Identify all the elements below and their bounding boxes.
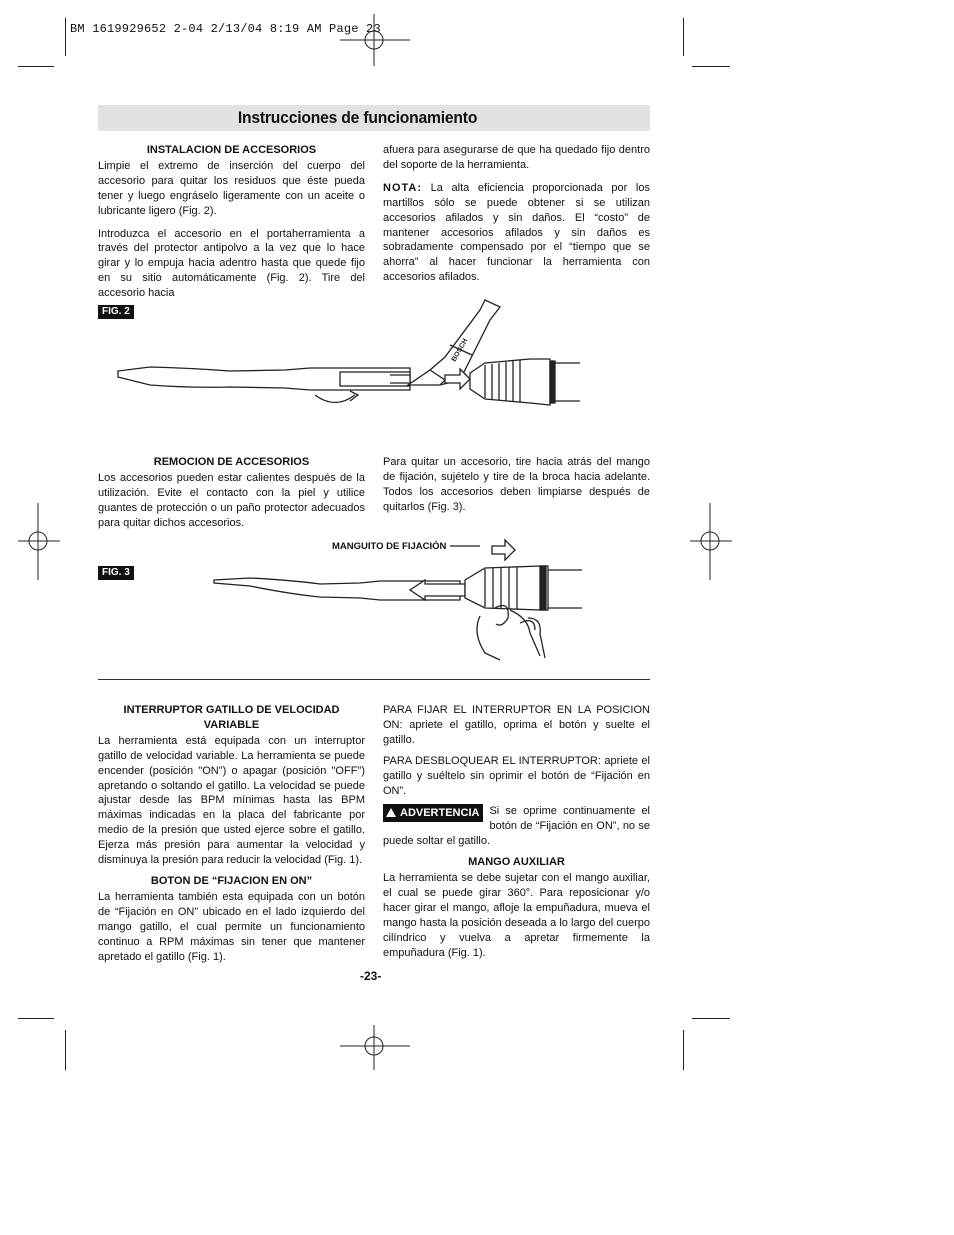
removal-paragraph-1: Los accesorios pueden estar calientes después de la utilización. Evite el contacto con la piel y utilice guantes de protección o un paño protector adecuados para quitar dichos accesorios. — [98, 471, 365, 529]
removal-paragraph-2: Para quitar un accesorio, tire hacia atrás del mango de fijación, sujételo y tire de la broca hacia adelante. Todos los accesorios deben limpiarse después de quitarlos (Fig. 3). — [383, 456, 650, 513]
install-paragraph-3: afuera para asegurarse de que ha quedado fijo dentro del soporte de la herramienta. — [383, 144, 650, 171]
note-paragraph — [383, 181, 650, 285]
lock-on-paragraph: PARA FIJAR EL INTERRUPTOR EN LA POSICION ON: apriete el gatillo, oprima el botón y suelte el gatillo. — [383, 704, 650, 746]
warning-paragraph — [383, 804, 650, 849]
install-heading: INSTALACION DE ACCESORIOS — [146, 144, 317, 156]
install-paragraph-1: Limpie el extremo de inserción del cuerpo del accesorio para quitar los residuos que éste pueda tener y luego engráselo ligeramente con un aceite o lubricante ligero (Fig. 2). — [98, 159, 365, 217]
install-paragraph-2: Introduzca el accesorio en el portaherramienta a través del protector antipolvo a la vez que lo hace girar y lo empuja hacia adentro hasta que quede fijo en su sitio automáticamente (Fig. 2). Tire del accesorio hacia — [98, 227, 365, 300]
section-title-bar — [98, 105, 650, 131]
switch-heading: INTERRUPTOR GATILLO DE VELOCIDAD VARIABLE — [123, 704, 340, 731]
section-divider — [98, 679, 650, 680]
page-number: -23- — [360, 969, 382, 983]
warning-label: ADVERTENCIA — [400, 807, 480, 820]
switch-column-left — [98, 703, 365, 972]
fig3-label: FIG. 3 — [98, 566, 134, 580]
fig2-illustration — [110, 295, 590, 415]
warning-triangle-icon — [386, 808, 396, 817]
page-title: Instrucciones de funcionamiento — [237, 108, 478, 127]
fig3-illustration — [210, 538, 590, 663]
print-slug: BM 1619929652 2-04 2/13/04 8:19 AM Page 23 — [70, 22, 381, 36]
removal-column-left — [98, 455, 365, 539]
note-label: NOTA: — [383, 181, 423, 194]
aux-handle-heading: MANGO AUXILIAR — [468, 856, 565, 869]
warning-text: Si se oprime continuamente el botón de “Fijación en ON”, no se puede soltar el gatillo. — [383, 805, 650, 848]
lock-button-heading: BOTON DE “FIJACION EN ON” — [150, 874, 313, 887]
lock-button-paragraph: La herramienta también esta equipada con un botón de “Fijación en ON” ubicado en el lado izquierdo del mango gatillo, el cual permite un funcionamiento continuo a RPM máximas sin tener que mantener apretado el gatillo (Fig. 1). — [98, 890, 365, 963]
fig3-callout: MANGUITO DE FIJACIÓN — [332, 541, 447, 552]
unlock-paragraph: PARA DESBLOQUEAR EL INTERRUPTOR: apriete el gatillo y suéltelo sin oprimir el botón de “Fijación en ON”. — [383, 754, 650, 797]
tube-brand-text: BOSCH — [450, 337, 470, 363]
install-column-right — [383, 143, 650, 293]
switch-paragraph-1: La herramienta está equipada con un interruptor gatillo de velocidad variable. La herramienta se puede encender (posición "ON") o apagar (posición "OFF") apretando o soltando el gatillo. La velocidad se puede ajustar desde las BPM mínimas hasta las BPM máximas indicadas en la placa del fabricante por medio de la presión que usted ejerce sobre el gatillo. Ejerza más presión para aumentar la velocidad y disminuya la presión para reducir la velocidad (Fig. 1). — [98, 734, 365, 867]
fig2-label: FIG. 2 — [98, 305, 134, 319]
removal-heading: REMOCION DE ACCESORIOS — [153, 456, 310, 468]
switch-column-right — [383, 703, 650, 969]
warning-badge — [383, 804, 483, 822]
install-column-left — [98, 143, 365, 309]
note-text: La alta eficiencia proporcionada por los martillos sólo se puede obtener si se utilizan accesorios afilados y sin daños. El “costo” de mantener accesorios afilados y sin daños es sobradamente compensado por el “tiempo que se ahorra” al hacer funcionar la herramienta con accesorios afilados. — [383, 181, 650, 284]
removal-column-right — [383, 455, 650, 523]
aux-handle-paragraph: La herramienta se debe sujetar con el mango auxiliar, el cual se puede girar 360°. Para reposicionar y/o hacer girar el mango, afloje la empuñadura, mueva el mango hasta la posición deseada a lo largo del cuerpo cilíndrico y vuelva a apretar firmemente la empuñadura (Fig. 1). — [383, 872, 650, 959]
